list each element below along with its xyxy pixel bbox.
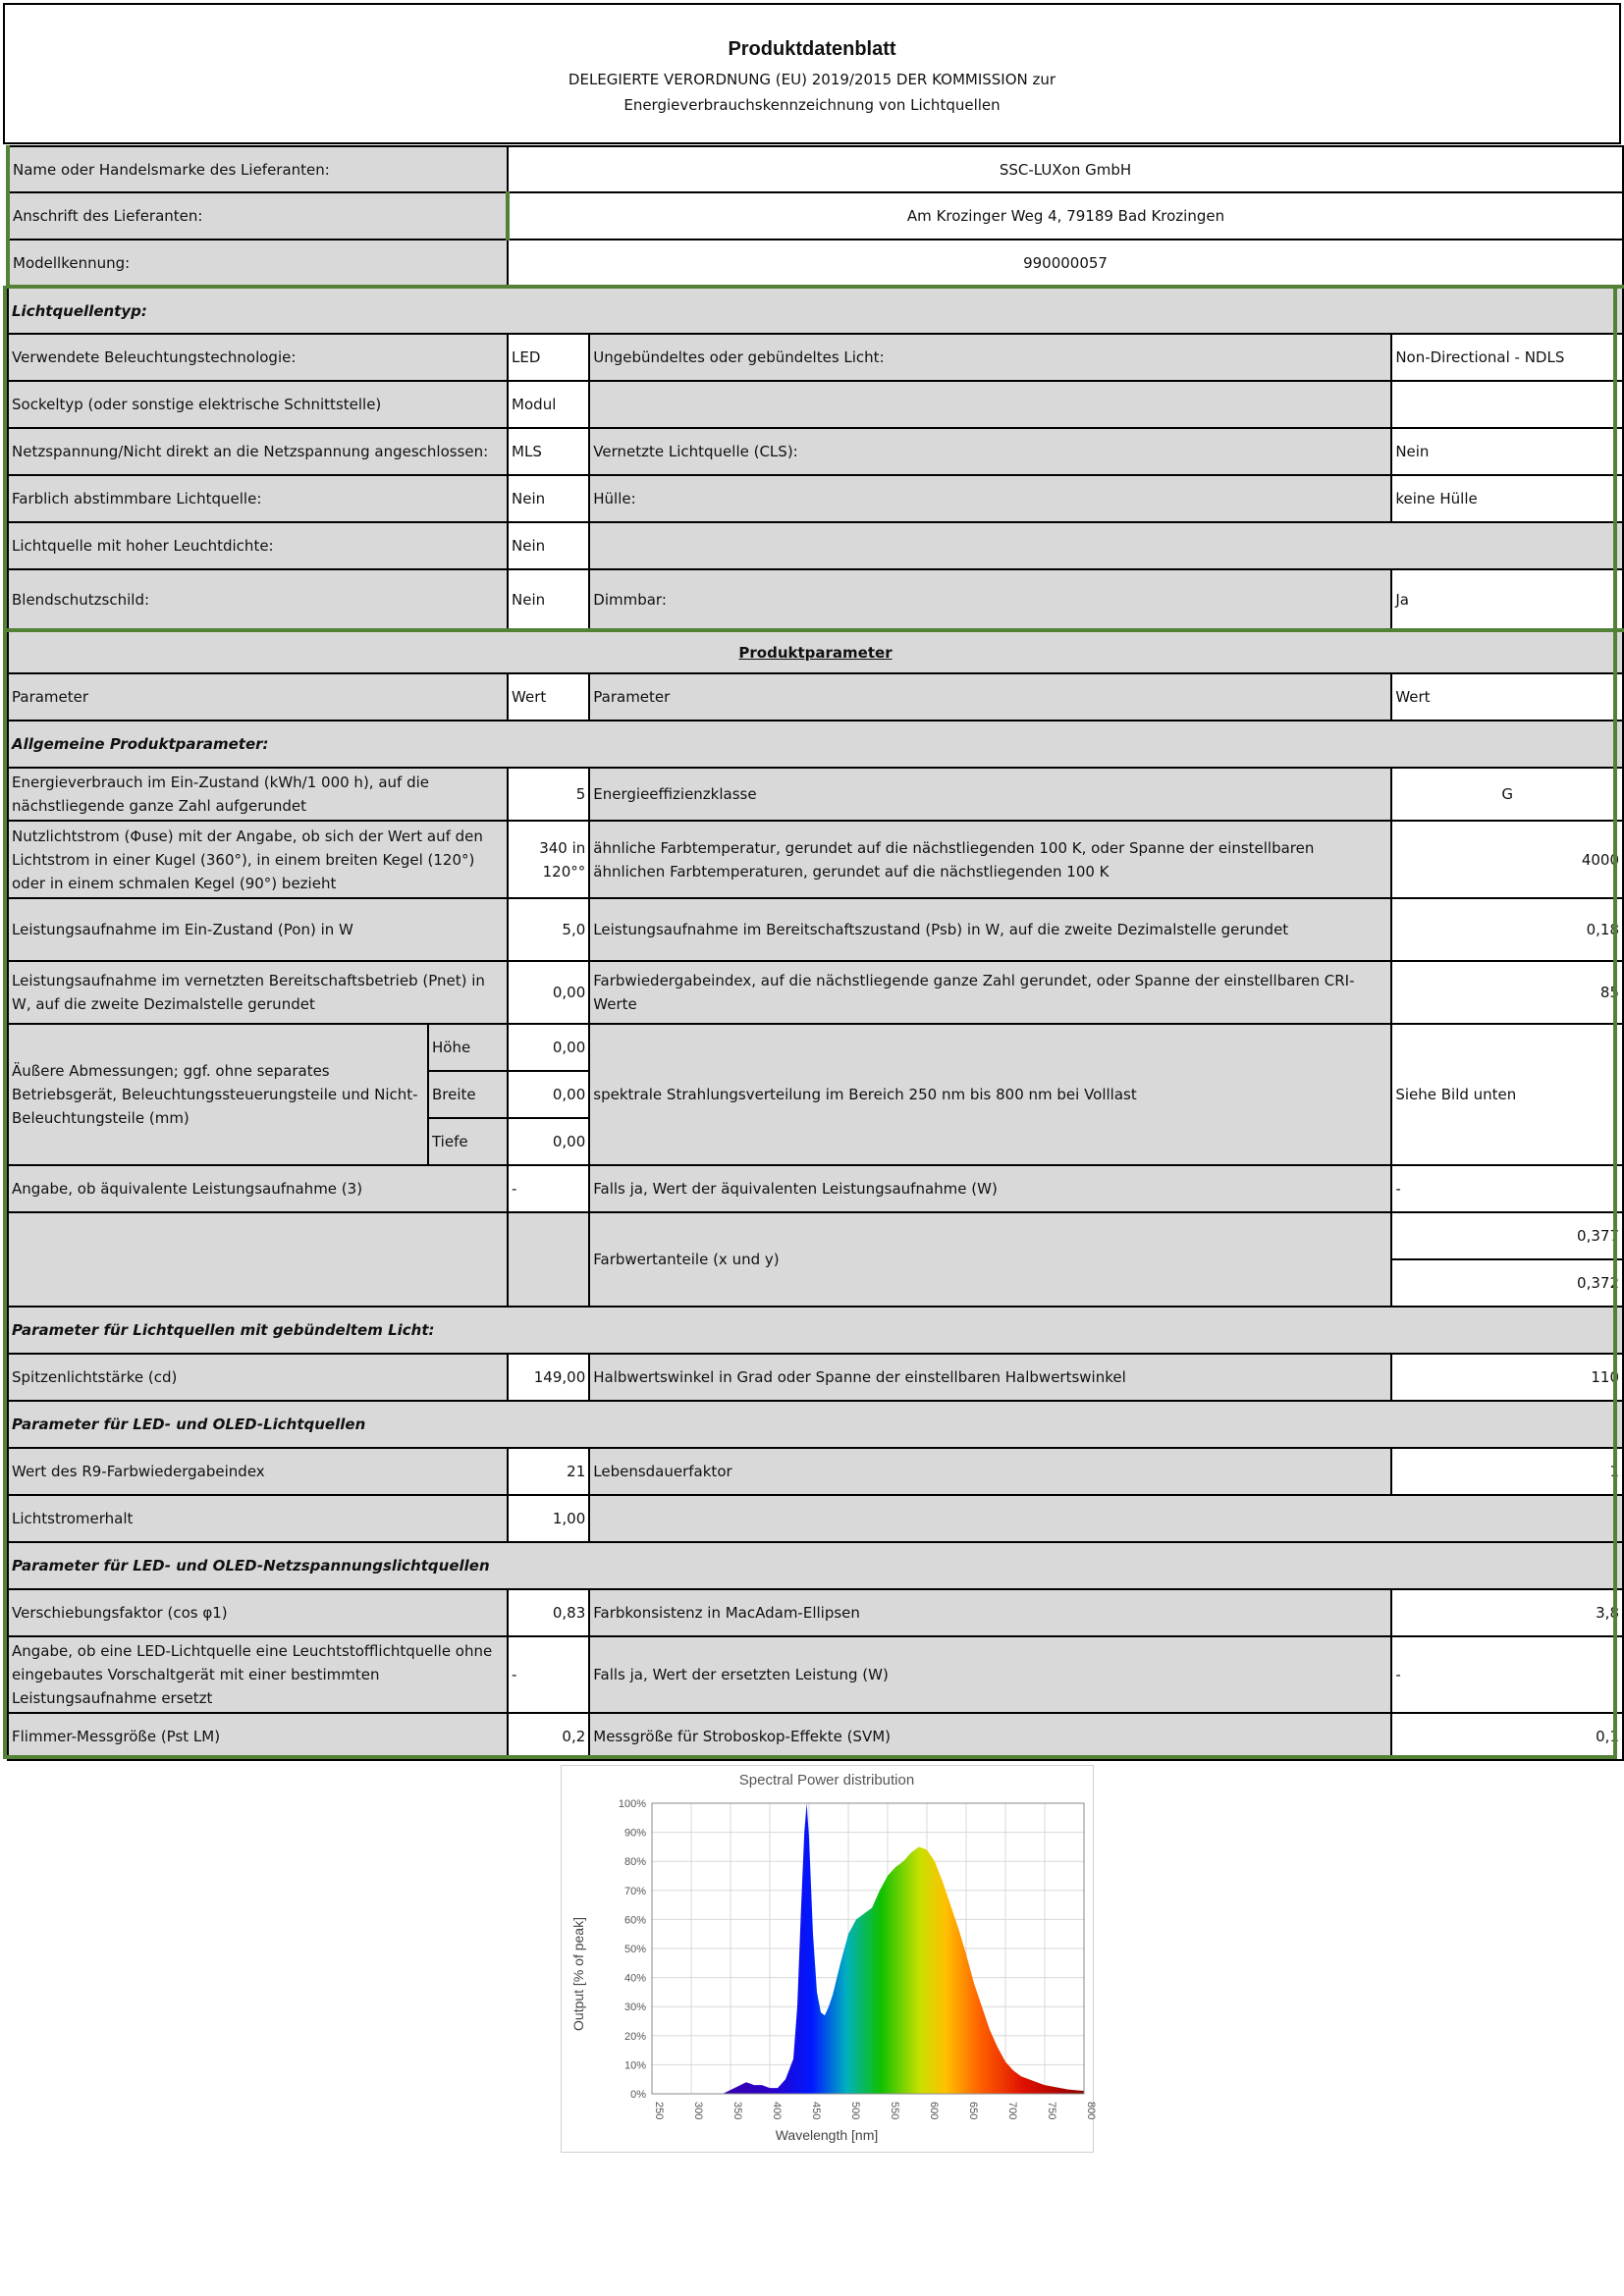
row-value: 0,2 [508,1713,589,1760]
table-row [8,428,1623,475]
x-tick-label: 300 [692,2102,704,2120]
row-value: - [508,1636,589,1713]
column-header: Parameter [589,673,1391,721]
section-heading: Parameter für Lichtquellen mit gebündeltem Licht: [8,1307,1623,1354]
row-value: - [1391,1165,1623,1212]
row-label: Lebensdauerfaktor [589,1448,1391,1495]
table-row [8,287,1623,334]
row-label: Verschiebungsfaktor (cos φ1) [8,1589,508,1636]
table-row [8,1495,1623,1542]
table-row [8,334,1623,381]
model-label: Modellkennung: [8,240,508,287]
row-label [589,381,1391,428]
row-label: Falls ja, Wert der ersetzten Leistung (W) [589,1636,1391,1713]
table-row [8,1589,1623,1636]
y-tick-label: 70% [623,1885,646,1897]
supplier-address-value: Am Krozinger Weg 4, 79189 Bad Krozingen [508,192,1623,240]
table-row [8,240,1623,287]
dimension-label: Breite [428,1071,508,1118]
row-label: Hülle: [589,475,1391,522]
table-row [8,898,1623,961]
section-heading: Parameter für LED- und OLED-Lichtquellen [8,1401,1623,1448]
row-value: Modul [508,381,589,428]
row-value: LED [508,334,589,381]
table-row [8,630,1623,673]
row-value: 0,00 [508,961,589,1024]
row-value: 21 [508,1448,589,1495]
row-value: 149,00 [508,1354,589,1401]
row-label: Blendschutzschild: [8,569,508,630]
data-table [6,145,1624,1761]
row-label: Leistungsaufnahme im Ein-Zustand (Pon) in W [8,898,508,961]
row-label: Dimmbar: [589,569,1391,630]
row-value: 1,00 [508,1495,589,1542]
x-tick-label: 400 [771,2102,783,2120]
table-row [8,821,1623,898]
row-label: Verwendete Beleuchtungstechnologie: [8,334,508,381]
x-tick-label: 700 [1006,2102,1018,2120]
page-subtitle-2: Energieverbrauchskennzeichnung von Lichtquellen [623,96,1001,114]
table-row [8,721,1623,768]
x-tick-label: 450 [810,2102,822,2120]
row-value: G [1391,768,1623,821]
table-row [8,1636,1623,1713]
y-axis-ticks [619,1798,646,2101]
row-value: 0,1 [1391,1713,1623,1760]
title-box [3,3,1621,144]
row-label: Angabe, ob äquivalente Leistungsaufnahme (3) [8,1165,508,1212]
row-label: Messgröße für Stroboskop-Effekte (SVM) [589,1713,1391,1760]
row-label: Lichtstromerhalt [8,1495,508,1542]
row-value: Siehe Bild unten [1391,1024,1623,1165]
y-tick-label: 50% [623,1944,646,1955]
row-value: 1 [1391,1448,1623,1495]
x-tick-label: 250 [653,2102,665,2120]
table-row [8,768,1623,821]
row-label: Energieeffizienzklasse [589,768,1391,821]
y-tick-label: 80% [623,1856,646,1869]
row-value: Ja [1391,569,1623,630]
table-row [8,1024,1623,1071]
y-tick-label: 0% [630,2089,646,2101]
table-row [8,522,1623,569]
x-tick-label: 500 [849,2102,861,2120]
row-label: Energieverbrauch im Ein-Zustand (kWh/1 000 h), auf die nächstliegende ganze Zahl aufgerundet [8,768,508,821]
row-value: - [508,1165,589,1212]
table-row [8,1307,1623,1354]
x-axis-ticks [653,2102,1097,2119]
row-value: Nein [508,522,589,569]
dimension-value: 0,00 [508,1024,589,1071]
row-value: Non-Directional - NDLS [1391,334,1623,381]
supplier-name-value: SSC-LUXon GmbH [508,146,1623,192]
table-row [8,1448,1623,1495]
table-row [8,146,1623,192]
x-tick-label: 750 [1046,2102,1057,2120]
table-row [8,1212,1623,1259]
dimension-value: 0,00 [508,1071,589,1118]
y-tick-label: 40% [623,1972,646,1985]
y-tick-label: 20% [623,2030,646,2043]
empty-cell [589,1495,1623,1542]
supplier-address-label: Anschrift des Lieferanten: [8,192,508,240]
y-tick-label: 60% [623,1914,646,1927]
row-value: 110 [1391,1354,1623,1401]
table-row [8,381,1623,428]
section-heading: Parameter für LED- und OLED-Netzspannungslichtquellen [8,1542,1623,1589]
empty-cell [508,1212,589,1307]
empty-cell [8,1212,508,1307]
row-value: 3,8 [1391,1589,1623,1636]
table-row [8,1165,1623,1212]
supplier-name-label: Name oder Handelsmarke des Lieferanten: [8,146,508,192]
y-axis-label: Output [% of peak] [570,1917,586,2031]
row-label: Falls ja, Wert der äquivalenten Leistungsaufnahme (W) [589,1165,1391,1212]
x-tick-label: 650 [967,2102,979,2120]
row-value: Nein [508,569,589,630]
dimension-label: Höhe [428,1024,508,1071]
table-row [8,961,1623,1024]
y-tick-label: 30% [623,2002,646,2014]
x-tick-label: 550 [889,2102,900,2120]
row-label: Äußere Abmessungen; ggf. ohne separates Betriebsgerät, Beleuchtungssteuerungsteile und Nicht-Beleuchtungsteile (mm) [8,1024,428,1165]
row-label: Vernetzte Lichtquelle (CLS): [589,428,1391,475]
table-row [8,569,1623,630]
row-label: Wert des R9-Farbwiedergabeindex [8,1448,508,1495]
row-value: 5 [508,768,589,821]
table-row [8,1401,1623,1448]
row-label: Angabe, ob eine LED-Lichtquelle eine Leuchtstofflichtquelle ohne eingebautes Vorschaltgerät mit einer bestimmten Leistungsaufnahme ersetzt [8,1636,508,1713]
row-value: Nein [508,475,589,522]
y-tick-label: 10% [623,2059,646,2072]
table-row [8,1542,1623,1589]
row-value: 0,83 [508,1589,589,1636]
x-axis-label: Wavelength [nm] [775,2127,879,2143]
x-tick-label: 600 [928,2102,940,2120]
row-value: - [1391,1636,1623,1713]
page-subtitle-1: DELEGIERTE VERORDNUNG (EU) 2019/2015 DER KOMMISSION zur [568,71,1056,88]
row-value: keine Hülle [1391,475,1623,522]
row-label: Lichtquelle mit hoher Leuchtdichte: [8,522,508,569]
x-tick-label: 350 [731,2102,743,2120]
row-value: MLS [508,428,589,475]
row-label: Sockeltyp (oder sonstige elektrische Schnittstelle) [8,381,508,428]
page-title: Produktdatenblatt [728,38,896,60]
y-tick-label: 90% [623,1827,646,1840]
chart-title: Spectral Power distribution [738,1772,915,1789]
row-value: Nein [1391,428,1623,475]
row-value: 4000 [1391,821,1623,898]
y-tick-label: 100% [618,1798,646,1810]
table-row [8,1354,1623,1401]
table-row [8,673,1623,721]
row-label: Halbwertswinkel in Grad oder Spanne der einstellbaren Halbwertswinkel [589,1354,1391,1401]
row-label: Flimmer-Messgröße (Pst LM) [8,1713,508,1760]
row-label: Leistungsaufnahme im vernetzten Bereitschaftsbetrieb (Pnet) in W, auf die zweite Dezimalstelle gerundet [8,961,508,1024]
spectral-chart [561,1765,1097,2153]
chromaticity-x: 0,377 [1391,1212,1623,1259]
section-heading: Produktparameter [8,630,1623,673]
row-label: Farbwiedergabeindex, auf die nächstliegende ganze Zahl gerundet, oder Spanne der einstellbaren CRI-Werte [589,961,1391,1024]
row-label: Nutzlichtstrom (Φuse) mit der Angabe, ob sich der Wert auf den Lichtstrom in einer Kugel (360°), in einem breiten Kegel (120°) oder in einem schmalen Kegel (90°) bezieht [8,821,508,898]
section-heading: Lichtquellentyp: [8,287,1623,334]
table-row [8,192,1623,240]
row-label: Ungebündeltes oder gebündeltes Licht: [589,334,1391,381]
row-value: 85 [1391,961,1623,1024]
column-header: Parameter [8,673,508,721]
column-header: Wert [508,673,589,721]
row-label: Leistungsaufnahme im Bereitschaftszustand (Psb) in W, auf die zweite Dezimalstelle gerundet [589,898,1391,961]
chromaticity-y: 0,372 [1391,1259,1623,1307]
row-value: 340 in 120°° [508,821,589,898]
row-label: Farbwertanteile (x und y) [589,1212,1391,1307]
row-label: Farbkonsistenz in MacAdam-Ellipsen [589,1589,1391,1636]
table-row [8,475,1623,522]
dimension-label: Tiefe [428,1118,508,1165]
row-value: 0,18 [1391,898,1623,961]
row-label: Netzspannung/Nicht direkt an die Netzspannung angeschlossen: [8,428,508,475]
row-label: spektrale Strahlungsverteilung im Bereich 250 nm bis 800 nm bei Volllast [589,1024,1391,1165]
model-value: 990000057 [508,240,1623,287]
empty-cell [589,522,1623,569]
row-label: Farblich abstimmbare Lichtquelle: [8,475,508,522]
row-label: ähnliche Farbtemperatur, gerundet auf die nächstliegenden 100 K, oder Spanne der einstellbaren ähnlichen Farbtemperaturen, gerundet auf die nächstliegenden 100 K [589,821,1391,898]
section-heading: Allgemeine Produktparameter: [8,721,1623,768]
column-header: Wert [1391,673,1623,721]
x-tick-label: 800 [1085,2102,1097,2120]
row-label: Spitzenlichtstärke (cd) [8,1354,508,1401]
table-row [8,1713,1623,1760]
row-value [1391,381,1623,428]
spectral-chart-svg [562,1766,1097,2152]
dimension-value: 0,00 [508,1118,589,1165]
row-value: 5,0 [508,898,589,961]
